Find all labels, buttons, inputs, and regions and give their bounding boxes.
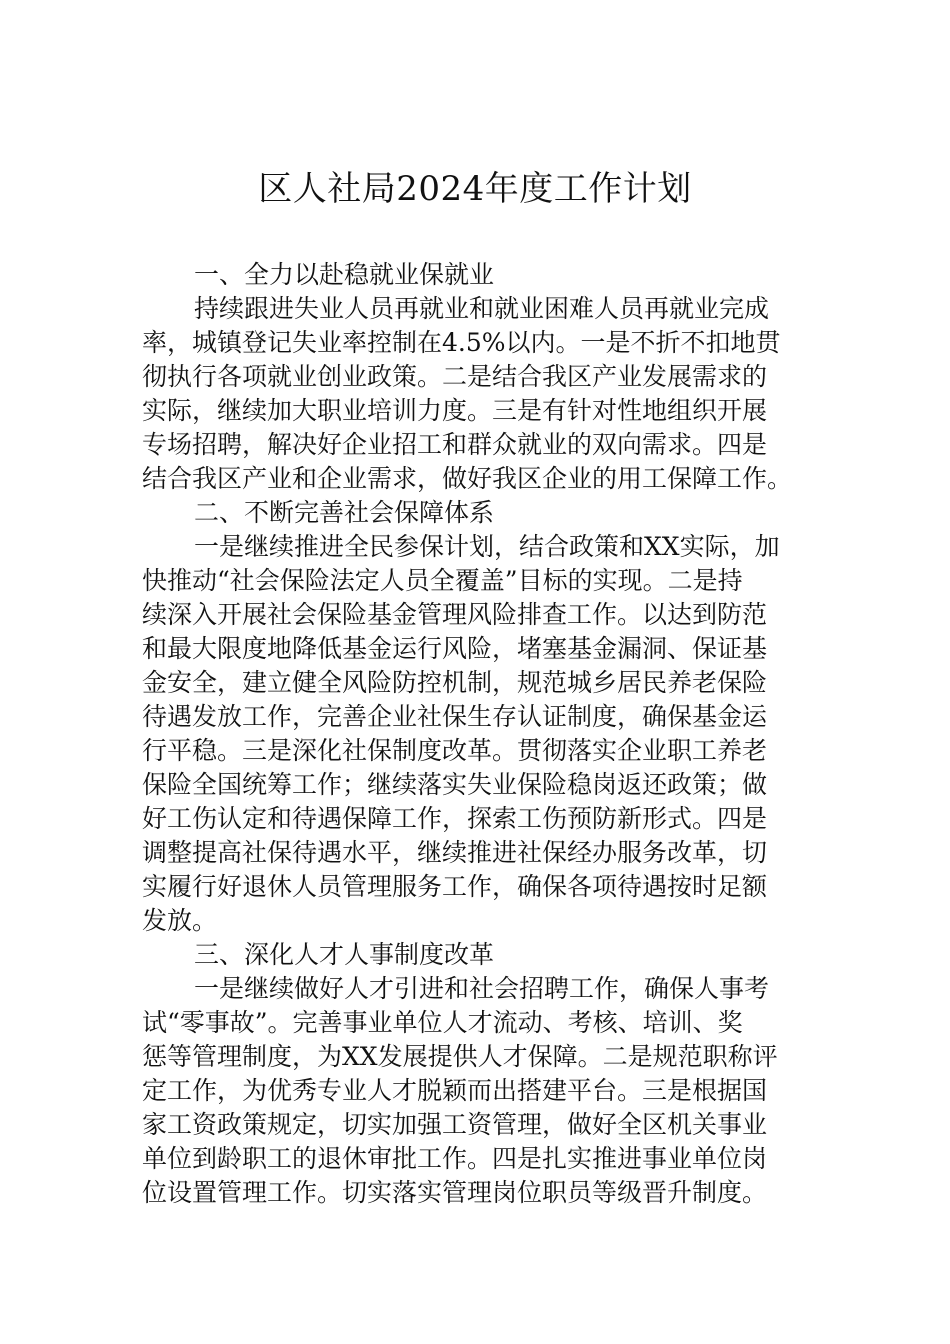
section-heading-1: 一、全力以赴稳就业保就业 [194,260,495,289]
paragraph-line: 实际，继续加大职业培训力度。三是有针对性地组织开展 [142,396,768,425]
paragraph-line: 彻执行各项就业创业政策。二是结合我区产业发展需求的 [142,362,768,391]
paragraph-line: 单位到龄职工的退休审批工作。四是扎实推进事业单位岗 [142,1144,768,1173]
paragraph-line: 实履行好退休人员管理服务工作，确保各项待遇按时足额 [142,872,768,901]
document-body [142,258,810,1210]
section-paragraph-3 [142,972,810,1210]
paragraph-line: 结合我区产业和企业需求，做好我区企业的用工保障工作。 [142,464,793,493]
paragraph-line: 持续跟进失业人员再就业和就业困难人员再就业完成 [194,294,770,323]
paragraph-line: 行平稳。三是深化社保制度改革。贯彻落实企业职工养老 [142,736,768,765]
paragraph-line: 专场招聘，解决好企业招工和群众就业的双向需求。四是 [142,430,768,459]
paragraph-line: 惩等管理制度，为XX发展提供人才保障。二是规范职称评 [142,1042,778,1071]
paragraph-line: 和最大限度地降低基金运行风险，堵塞基金漏洞、保证基 [142,634,768,663]
paragraph-line: 快推动“社会保险法定人员全覆盖”目标的实现。二是持 [142,566,743,595]
paragraph-line: 发放。 [142,906,218,935]
section-heading-3: 三、深化人才人事制度改革 [194,940,495,969]
paragraph-line: 续深入开展社会保险基金管理风险排查工作。以达到防范 [142,600,768,629]
paragraph-line: 一是继续做好人才引进和社会招聘工作，确保人事考 [194,974,770,1003]
section-heading-2: 二、不断完善社会保障体系 [194,498,495,527]
paragraph-line: 率，城镇登记失业率控制在4.5%以内。一是不折不扣地贯 [142,328,781,357]
paragraph-line: 家工资政策规定，切实加强工资管理，做好全区机关事业 [142,1110,768,1139]
section-paragraph-2 [142,530,810,938]
paragraph-line: 试“零事故”。完善事业单位人才流动、考核、培训、奖 [142,1008,743,1037]
section-paragraph-1 [142,292,810,496]
paragraph-line: 金安全，建立健全风险防控机制，规范城乡居民养老保险 [142,668,768,697]
paragraph-line: 位设置管理工作。切实落实管理岗位职员等级晋升制度。 [142,1178,768,1207]
paragraph-line: 调整提高社保待遇水平，继续推进社保经办服务改革，切 [142,838,768,867]
paragraph-line: 一是继续推进全民参保计划，结合政策和XX实际，加 [194,532,780,561]
document-title: 区人社局2024年度工作计划 [258,169,692,209]
paragraph-line: 好工伤认定和待遇保障工作，探索工伤预防新形式。四是 [142,804,768,833]
paragraph-line: 保险全国统筹工作；继续落实失业保险稳岗返还政策；做 [142,770,768,799]
paragraph-line: 待遇发放工作，完善企业社保生存认证制度，确保基金运 [142,702,768,731]
paragraph-line: 定工作，为优秀专业人才脱颖而出搭建平台。三是根据国 [142,1076,768,1105]
